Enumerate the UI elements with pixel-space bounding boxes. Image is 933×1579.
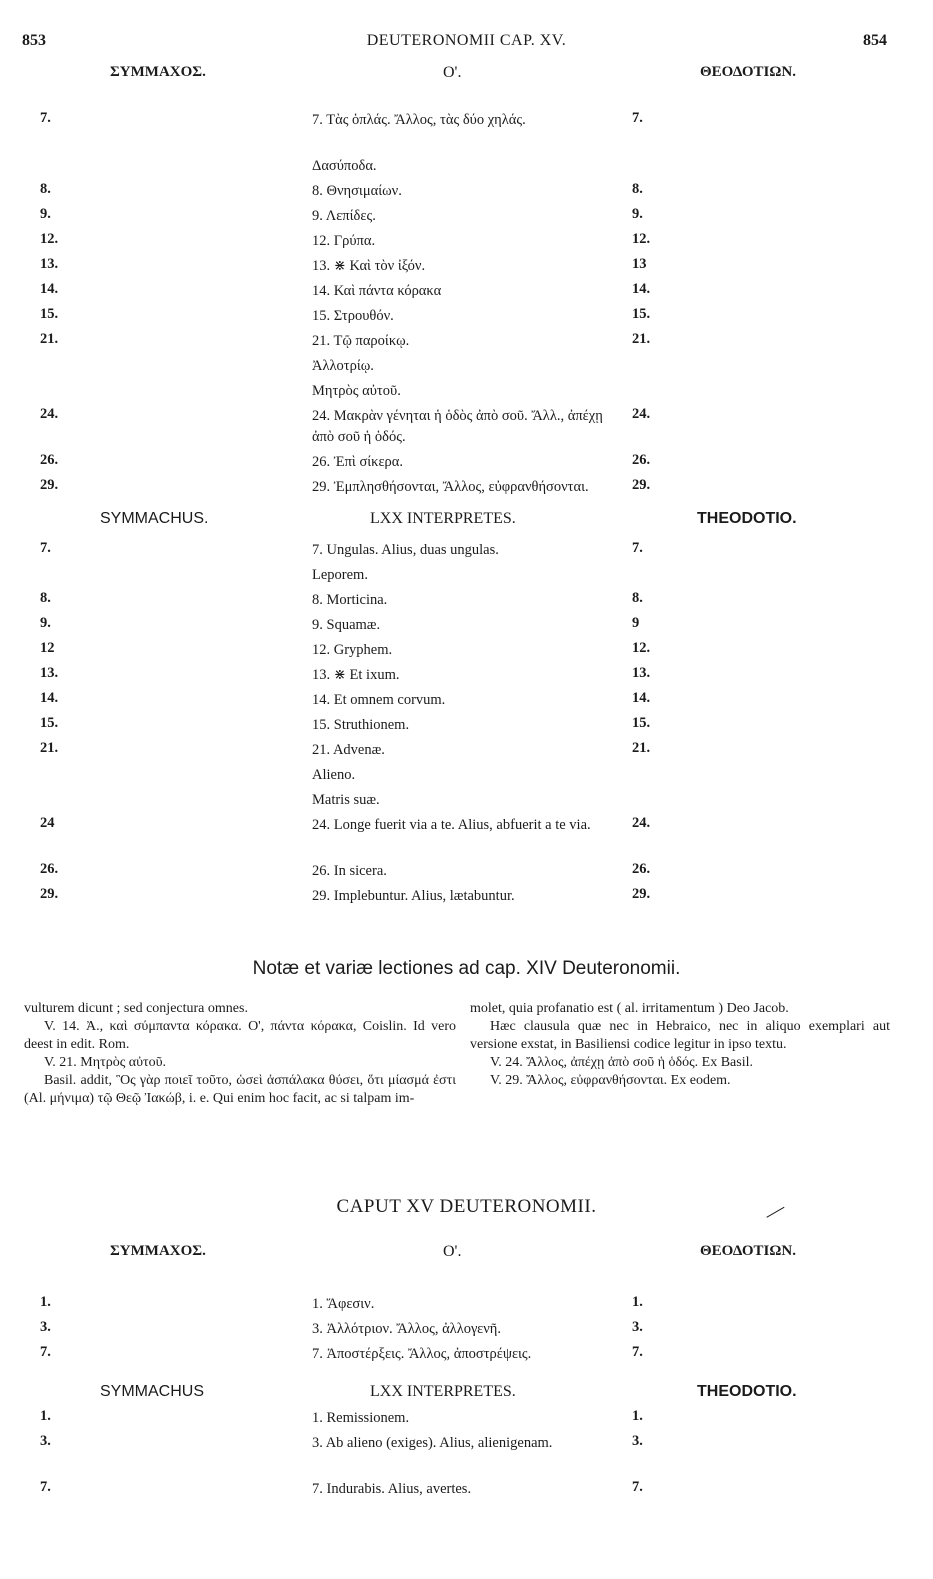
chapter-title: CAPUT XV DEUTERONOMII.	[336, 1196, 597, 1217]
verse-number-right: 7.	[632, 110, 643, 126]
verse-number-left: 7.	[40, 1479, 51, 1495]
verse-row	[0, 406, 933, 452]
verse-row	[0, 156, 933, 181]
heading-symmachus-latin: SYMMACHUS.	[100, 510, 209, 527]
verse-number-left: 8.	[40, 181, 51, 197]
verse-row	[0, 790, 933, 815]
heading-symmachus-latin: SYMMACHUS	[100, 1383, 205, 1400]
verse-reading: 14. Et omnem corvum.	[312, 692, 446, 708]
verse-row	[0, 1433, 933, 1479]
verse-row	[0, 381, 933, 406]
verse-row	[0, 331, 933, 356]
verse-number-right: 12.	[632, 640, 651, 656]
verse-reading: 3. Ἀλλότριον. Ἄλλος, ἀλλογενῆ.	[312, 1321, 501, 1337]
verse-reading: 29. Implebuntur. Alius, lætabuntur.	[312, 888, 515, 904]
verse-reading: Μητρὸς αὐτοῦ.	[312, 383, 401, 399]
verse-number-right: 1.	[632, 1408, 643, 1424]
verse-number-left: 1.	[40, 1294, 51, 1310]
verse-number-right: 8.	[632, 181, 643, 197]
note-paragraph: vulturem dicunt ; sed conjectura omnes.	[24, 1001, 248, 1016]
verse-number-right: 3.	[632, 1433, 643, 1449]
verse-reading: 9. Squamæ.	[312, 617, 381, 633]
verse-reading: 14. Καὶ πάντα κόρακα	[312, 283, 442, 299]
verse-number-left: 14.	[40, 281, 59, 297]
verse-number-right: 7.	[632, 1479, 643, 1495]
verse-number-right: 29.	[632, 477, 651, 493]
verse-number-left: 21.	[40, 331, 59, 347]
verse-number-left: 1.	[40, 1408, 51, 1424]
verse-reading: 12. Gryphem.	[312, 642, 393, 658]
latin-verse-table	[0, 540, 933, 932]
verse-reading: 1. Remissionem.	[312, 1410, 410, 1426]
note-paragraph: V. 14. Ἀ., καὶ σύμπαντα κόρακα. O', πάντα κόρακα, Coislin. Id vero deest in edit. Rom.	[24, 1019, 456, 1052]
verse-reading: Ἀλλοτρίῳ.	[312, 358, 374, 374]
verse-number-left: 15.	[40, 715, 59, 731]
page-number-left: 853	[22, 32, 46, 49]
notes-left-column	[24, 1000, 456, 1108]
verse-reading: 13. ⋇ Καὶ τὸν ἰξόν.	[312, 258, 426, 274]
verse-row	[0, 715, 933, 740]
verse-number-right: 3.	[632, 1319, 643, 1335]
verse-reading: 29. Ἐμπλησθήσονται, Ἄλλος, εὐφρανθήσονται.	[312, 479, 589, 495]
verse-row	[0, 1408, 933, 1433]
verse-reading: 12. Γρύπα.	[312, 233, 376, 249]
latin-column-heads-2	[0, 1383, 933, 1405]
verse-number-right: 13.	[632, 665, 651, 681]
verse-reading: Matris suæ.	[312, 792, 380, 808]
running-title: DEUTERONOMII CAP. XV.	[366, 32, 567, 49]
verse-number-left: 15.	[40, 306, 59, 322]
verse-row	[0, 181, 933, 206]
verse-reading: 15. Struthionem.	[312, 717, 410, 733]
greek-column-heads	[0, 64, 933, 86]
verse-number-left: 12	[40, 640, 55, 656]
verse-number-left: 24	[40, 815, 55, 831]
verse-number-left: 13.	[40, 665, 59, 681]
verse-row	[0, 640, 933, 665]
verse-number-left: 12.	[40, 231, 59, 247]
verse-number-right: 15.	[632, 306, 651, 322]
heading-lxx-latin: LXX INTERPRETES.	[370, 510, 516, 527]
heading-theodotion-latin: THEODOTIO.	[697, 510, 797, 527]
verse-number-left: 26.	[40, 861, 59, 877]
verse-number-right: 21.	[632, 740, 651, 756]
verse-reading: Δασύποδα.	[312, 158, 377, 174]
verse-number-right: 7.	[632, 540, 643, 556]
verse-number-left: 9.	[40, 206, 51, 222]
verse-row	[0, 1479, 933, 1504]
verse-reading: 13. ⋇ Et ixum.	[312, 667, 400, 683]
verse-reading: 21. Τῷ παροίκῳ.	[312, 333, 410, 349]
greek-verse-table	[0, 110, 933, 523]
verse-reading: 7. Ἀποστέρξεις. Ἄλλος, ἀποστρέψεις.	[312, 1346, 532, 1362]
verse-row	[0, 356, 933, 381]
verse-reading: 7. Ungulas. Alius, duas ungulas.	[312, 542, 499, 558]
verse-number-left: 7.	[40, 110, 51, 126]
verse-row	[0, 1294, 933, 1319]
heading-lxx-latin: LXX INTERPRETES.	[370, 1383, 516, 1400]
verse-number-right: 9	[632, 615, 640, 631]
verse-reading: 26. Ἐπὶ σίκερα.	[312, 454, 404, 470]
verse-reading: 24. Longe fuerit via a te. Alius, abfuerit a te via.	[312, 817, 591, 833]
heading-symmachus-greek: ΣΥΜΜΑΧΟΣ.	[110, 64, 206, 80]
verse-number-left: 8.	[40, 590, 51, 606]
verse-row	[0, 665, 933, 690]
verse-reading: Alieno.	[312, 767, 356, 783]
verse-row	[0, 615, 933, 640]
note-paragraph: Basil. addit, Ὃς γὰρ ποιεῖ τοῦτο, ὡσεὶ ἀσπάλακα θύσει, ὅτι μίασμά ἐστι (Al. μήνιμα) τῷ Θεῷ Ἰακώβ, i. e. Qui enim hoc facit, ac si talpam im-	[24, 1073, 456, 1106]
page-header	[0, 32, 933, 56]
verse-row	[0, 306, 933, 331]
verse-number-right: 29.	[632, 886, 651, 902]
page-number-right: 854	[863, 32, 887, 49]
greek-verse-table-2	[0, 1294, 933, 1390]
verse-row	[0, 740, 933, 765]
verse-row	[0, 815, 933, 861]
verse-number-left: 3.	[40, 1433, 51, 1449]
verse-reading: 8. Θνησιμαίων.	[312, 183, 402, 199]
verse-row	[0, 452, 933, 477]
verse-row	[0, 231, 933, 256]
verse-number-right: 14.	[632, 281, 651, 297]
verse-reading: 1. Ἄφεσιν.	[312, 1296, 375, 1312]
verse-number-left: 24.	[40, 406, 59, 422]
verse-number-left: 21.	[40, 740, 59, 756]
verse-reading: 7. Indurabis. Alius, avertes.	[312, 1481, 472, 1497]
heading-lxx-greek: O'.	[443, 1243, 462, 1260]
verse-reading: Leporem.	[312, 567, 368, 583]
notes-title: Notæ et variæ lectiones ad cap. XIV Deuteronomii.	[252, 958, 681, 979]
notes-right-column	[470, 1000, 890, 1090]
verse-row	[0, 590, 933, 615]
verse-row	[0, 690, 933, 715]
verse-row	[0, 281, 933, 306]
latin-verse-table-2	[0, 1408, 933, 1504]
verse-number-right: 24.	[632, 406, 651, 422]
verse-row	[0, 861, 933, 886]
verse-number-right: 13	[632, 256, 647, 272]
verse-row	[0, 540, 933, 565]
verse-reading: 15. Στρουθόν.	[312, 308, 394, 324]
verse-reading: 26. In sicera.	[312, 863, 387, 879]
note-paragraph: V. 29. Ἄλλος, εὐφρανθήσονται. Ex eodem.	[490, 1073, 731, 1088]
verse-number-left: 26.	[40, 452, 59, 468]
verse-row	[0, 1319, 933, 1344]
verse-number-right: 26.	[632, 861, 651, 877]
verse-number-left: 7.	[40, 1344, 51, 1360]
heading-theodotion-greek: ΘΕΟΔΟΤΙΩΝ.	[700, 64, 796, 80]
verse-number-left: 29.	[40, 477, 59, 493]
latin-column-heads	[0, 510, 933, 532]
verse-reading: 8. Morticina.	[312, 592, 388, 608]
verse-number-right: 9.	[632, 206, 643, 222]
verse-row	[0, 110, 933, 156]
verse-number-right: 14.	[632, 690, 651, 706]
note-paragraph: Hæc clausula quæ nec in Hebraico, nec in aliquo exemplari aut versione exstat, in Basiliensi codice legitur in ipso textu.	[470, 1019, 890, 1052]
greek-column-heads-2	[0, 1243, 933, 1265]
note-paragraph: V. 21. Μητρὸς αὐτοῦ.	[44, 1055, 167, 1070]
verse-number-right: 15.	[632, 715, 651, 731]
verse-number-left: 14.	[40, 690, 59, 706]
verse-number-right: 8.	[632, 590, 643, 606]
stray-mark-icon: —	[760, 1196, 789, 1226]
verse-reading: 3. Ab alieno (exiges). Alius, alienigenam.	[312, 1435, 553, 1451]
heading-symmachus-greek: ΣΥΜΜΑΧΟΣ.	[110, 1243, 206, 1259]
verse-row	[0, 765, 933, 790]
heading-theodotion-greek: ΘΕΟΔΟΤΙΩΝ.	[700, 1243, 796, 1259]
verse-row	[0, 256, 933, 281]
verse-number-right: 26.	[632, 452, 651, 468]
note-paragraph: molet, quia profanatio est ( al. irritamentum ) Deo Jacob.	[470, 1001, 789, 1016]
verse-row	[0, 206, 933, 231]
verse-number-right: 1.	[632, 1294, 643, 1310]
verse-number-right: 12.	[632, 231, 651, 247]
verse-number-left: 3.	[40, 1319, 51, 1335]
verse-reading: 21. Advenæ.	[312, 742, 385, 758]
verse-row	[0, 565, 933, 590]
heading-theodotion-latin: THEODOTIO.	[697, 1383, 797, 1400]
verse-number-right: 24.	[632, 815, 651, 831]
verse-number-left: 29.	[40, 886, 59, 902]
verse-reading: 9. Λεπίδες.	[312, 208, 376, 224]
note-paragraph: V. 24. Ἄλλος, ἀπέχῃ ἀπὸ σοῦ ἡ ὁδός. Ex Basil.	[490, 1055, 753, 1070]
heading-lxx-greek: O'.	[443, 64, 462, 81]
verse-number-left: 13.	[40, 256, 59, 272]
verse-number-left: 7.	[40, 540, 51, 556]
verse-number-right: 7.	[632, 1344, 643, 1360]
verse-reading: 24. Μακρὰν γένηται ἡ ὁδὸς ἀπὸ σοῦ. Ἄλλ., ἀπέχῃ ἀπὸ σοῦ ἡ ὁδός.	[312, 408, 603, 445]
verse-number-right: 21.	[632, 331, 651, 347]
verse-number-left: 9.	[40, 615, 51, 631]
verse-reading: 7. Τὰς ὁπλάς. Ἄλλος, τὰς δύο χηλάς.	[312, 112, 526, 128]
verse-row	[0, 886, 933, 932]
